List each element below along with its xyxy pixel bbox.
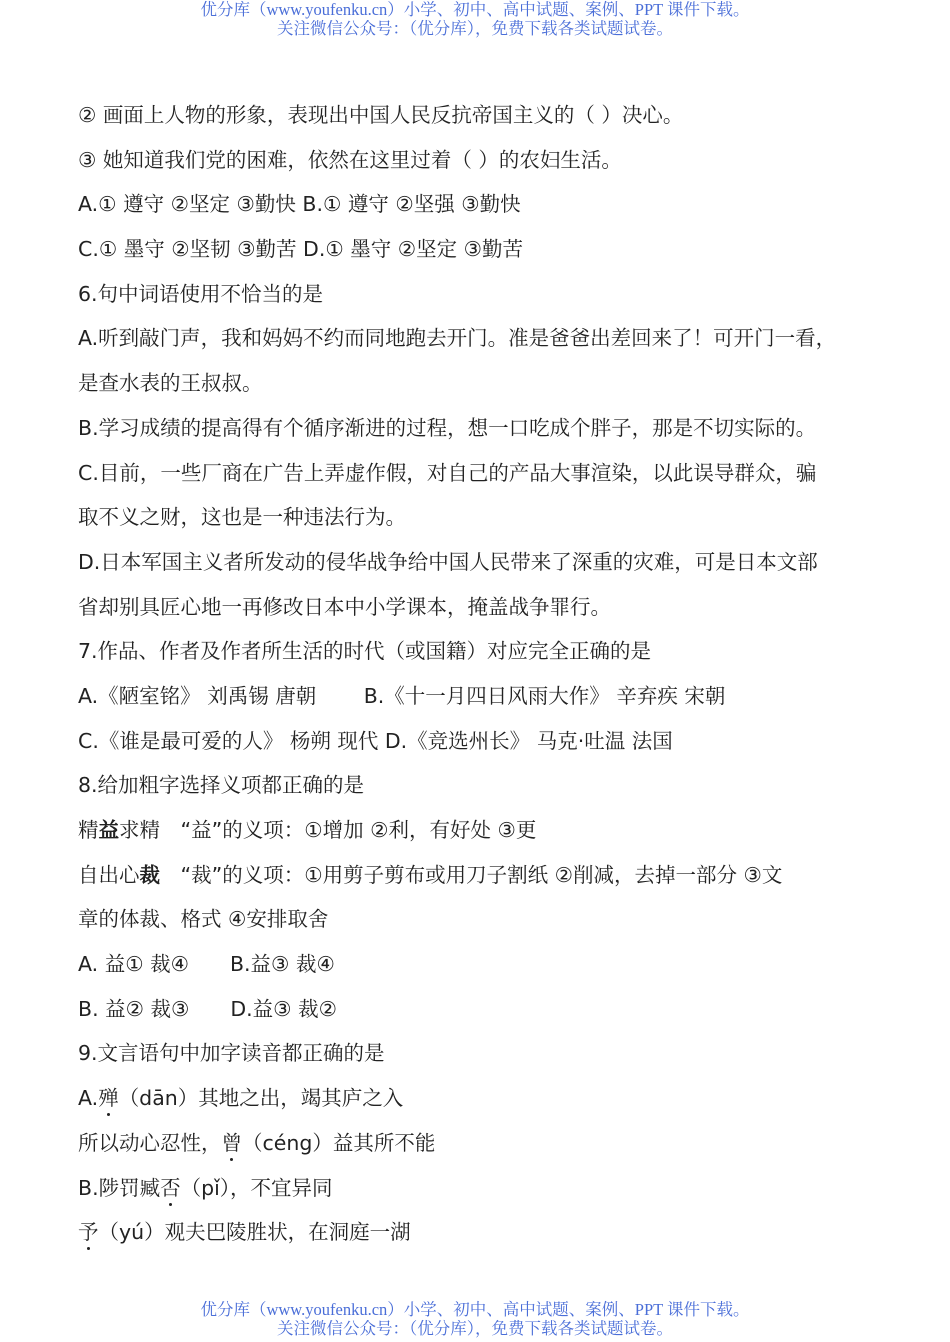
q6-option-d-line1: D.日本军国主义者所发动的侵华战争给中国人民带来了深重的灾难，可是日本文部	[78, 549, 818, 574]
header-line-2: 关注微信公众号：（优分库），免费下载各类试题试卷。	[277, 19, 673, 38]
q8-word1-bold-char: 益	[98, 818, 119, 842]
q8-word2-prefix: 自出心	[78, 862, 140, 887]
q8-word-2-continued: 章的体裁、格式 ④安排取舍	[78, 907, 329, 932]
q8-word2-suffix: “裁”的义项：①用剪子剪布或用刀子割纸 ②削减，去掉一部分 ③文	[160, 862, 783, 887]
q9-b1-prefix: B.陟罚臧	[78, 1175, 161, 1200]
q8-word1-prefix: 精	[78, 818, 99, 842]
q8-options-cd: B. 益② 裁③ D.益③ 裁②	[78, 996, 337, 1021]
q6-stem: 6.句中词语使用不恰当的是	[78, 281, 324, 306]
q9-a1-dotted-char: 殚	[98, 1086, 119, 1111]
q6-option-d-line2: 省却别具匠心地一再修改日本中小学课本，掩盖战争罪行。	[78, 594, 611, 619]
q5-item-3: ③ 她知道我们党的困难，依然在这里过着（ ）的农妇生活。	[78, 147, 622, 172]
q5-options-cd: C.① 墨守 ②坚韧 ③勤苦 D.① 墨守 ②坚定 ③勤苦	[78, 237, 524, 262]
q7-options-cd: C.《谁是最可爱的人》 杨朔 现代 D.《竞选州长》 马克·吐温 法国	[78, 728, 673, 753]
footer-line-1: 优分库（www.youfenku.cn）小学、初中、高中试题、案例、PPT 课件下载。	[200, 1300, 750, 1319]
q9-b2-dotted-char: 予	[78, 1220, 99, 1245]
q6-option-a-line2: 是查水表的王叔叔。	[78, 371, 263, 396]
q8-word2-bold-char: 裁	[139, 862, 160, 887]
q9-a2-suffix: （céng）益其所不能	[242, 1130, 436, 1155]
page-header	[0, 0, 950, 38]
q6-option-b: B.学习成绩的提高得有个循序渐进的过程，想一口吃成个胖子，那是不切实际的。	[78, 415, 817, 440]
q9-b1-suffix: （pǐ），不宜异同	[180, 1175, 333, 1200]
q8-options-ab: A. 益① 裁④ B.益③ 裁④	[78, 952, 335, 977]
document-body	[78, 93, 890, 1255]
q9-a2-dotted-char: 曾	[221, 1130, 242, 1155]
q5-options-ab: A.① 遵守 ②坚定 ③勤快 B.① 遵守 ②坚强 ③勤快	[78, 192, 521, 217]
q9-b2-suffix: （yú）观夫巴陵胜状，在洞庭一湖	[98, 1220, 411, 1245]
q9-option-a-line1	[78, 1076, 890, 1121]
q9-option-a-line2	[78, 1121, 890, 1166]
q9-a1-prefix: A.	[78, 1086, 99, 1111]
q5-item-2: ② 画面上人物的形象，表现出中国人民反抗帝国主义的（ ）决心。	[78, 103, 684, 127]
q8-word1-suffix: 求精 “益”的义项：①增加 ②利，有好处 ③更	[119, 818, 537, 842]
page-footer	[0, 1300, 950, 1338]
q8-word-2	[78, 853, 890, 898]
q9-a2-prefix: 所以动心忍性，	[78, 1130, 222, 1155]
q6-option-c-line1: C.目前，一些厂商在广告上弄虚作假，对自己的产品大事渲染，以此误导群众，骗	[78, 460, 817, 485]
header-line-1: 优分库（www.youfenku.cn）小学、初中、高中试题、案例、PPT 课件下载。	[200, 0, 750, 19]
q9-option-b-line1	[78, 1166, 890, 1211]
q8-word-1	[78, 808, 890, 853]
q8-stem: 8.给加粗字选择义项都正确的是	[78, 773, 365, 798]
q6-option-a-line1: A.听到敲门声，我和妈妈不约而同地跑去开门。准是爸爸出差回来了！可开门一看，	[78, 326, 837, 351]
footer-line-2: 关注微信公众号：（优分库），免费下载各类试题试卷。	[277, 1319, 673, 1338]
q9-option-b-line2	[78, 1210, 890, 1255]
q9-b1-dotted-char: 否	[160, 1175, 181, 1200]
q9-a1-suffix: （dān）其地之出，竭其庐之入	[118, 1086, 404, 1111]
q6-option-c-line2: 取不义之财，这也是一种违法行为。	[78, 505, 406, 530]
q7-options-ab: A.《陋室铭》 刘禹锡 唐朝 B.《十一月四日风雨大作》 辛弃疾 宋朝	[78, 683, 726, 708]
q7-stem: 7.作品、作者及作者所生活的时代（或国籍）对应完全正确的是	[78, 639, 652, 664]
q9-stem: 9.文言语句中加字读音都正确的是	[78, 1041, 385, 1066]
